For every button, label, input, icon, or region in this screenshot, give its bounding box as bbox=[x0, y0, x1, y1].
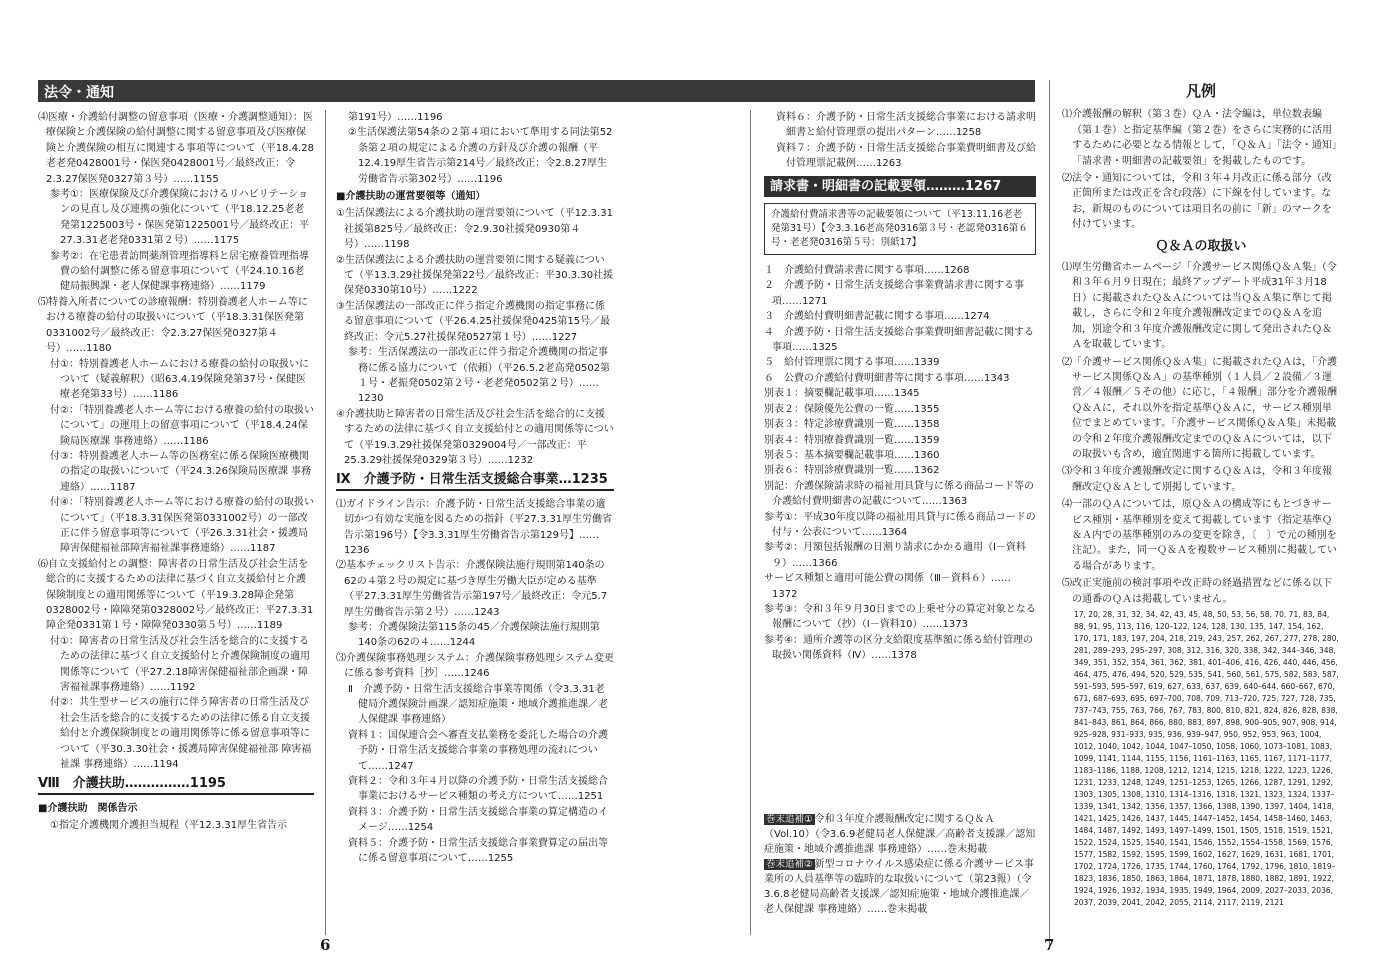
toc-page-number: 1325 bbox=[812, 342, 838, 354]
toc-entry-text: 別表１：摘要欄記載事項 bbox=[764, 388, 874, 400]
toc-page-number: 1187 bbox=[250, 543, 276, 555]
appendix-block bbox=[764, 812, 1036, 917]
toc-entry-text: 資料２：令和３年４月以降の介護予防・日常生活支援総合事業におけるサービス種類の考え方について bbox=[348, 776, 608, 803]
toc-entry-text: 付②：「特別養護老人ホーム等における療養の給付の取扱いについて」の運用上の留意事項について（平18.4.24保険局医療課 事務連絡） bbox=[50, 404, 314, 447]
legend-column bbox=[1062, 80, 1340, 948]
toc-entry bbox=[336, 682, 614, 728]
toc-entry: ３ 介護給付費明細書記載に関する事項……1274 bbox=[764, 311, 990, 323]
toc-page-number: 1246 bbox=[464, 668, 490, 680]
toc-entry: ２ 介護予防・日常生活支援総合事業費請求書に関する事項……1271 bbox=[764, 280, 1024, 307]
toc-page-number: 1232 bbox=[507, 454, 534, 466]
toc-page-number: 1180 bbox=[86, 343, 112, 355]
qa-title: Ｑ＆Ａの取扱い bbox=[1155, 238, 1247, 254]
toc-entry: 資料２：令和３年４月以降の介護予防・日常生活支援総合事業におけるサービス種類の考え方について……1251 bbox=[348, 776, 608, 803]
toc-entry: 別記：介護保険請求時の福祉用具貸与に係る商品コード等の介護給付費明細書の記載について……1363 bbox=[764, 480, 1034, 508]
toc-page-number: 1258 bbox=[955, 127, 982, 139]
toc-entry-text: 第191号） bbox=[348, 112, 398, 123]
toc-entry-text: 付①：障害者の日常生活及び社会生活を総合的に支援するための法律に基づく自立支援給付と介護保険制度の適用関係等について（平27.2.18障害保健福祉部企画課・障害福祉課事務連絡） bbox=[50, 635, 310, 694]
toc-page-number: 1186 bbox=[183, 435, 209, 447]
toc-page-number: 1373 bbox=[942, 619, 968, 631]
toc-entry: 第191号）……1196 bbox=[348, 112, 443, 123]
toc-page-number: 1274 bbox=[964, 311, 990, 323]
toc-page-number: 1359 bbox=[914, 434, 940, 446]
toc-entry-text: 付③：特別養護老人ホーム等の医務室に係る保険医療機関の指定の取扱いについて（平24.3.26保険局医療課 事務連絡） bbox=[50, 450, 312, 493]
toc-entry: 付①：障害者の日常生活及び社会生活を総合的に支援するための法律に基づく自立支援給付と介護保険制度の適用関係等について（平27.2.18障害保健福祉部企画課・障害福祉課事務連絡）……1192 bbox=[50, 635, 310, 694]
toc-entry-text: 資料７：介護予防・日常生活支援総合事業費明細書及び給付管理票記載例 bbox=[776, 142, 1036, 170]
source-notice-box: 介護給付費請求書等の記載要領について（平13.11.16老老発第31号）【令3.3.16老高発0316第３号・老認発0316第６号・老老発0316第５号：別紙17】 bbox=[764, 203, 1036, 255]
toc-page-number: 1271 bbox=[802, 295, 828, 307]
toc-page-number: 1255 bbox=[487, 853, 514, 865]
appendix-item bbox=[764, 812, 1036, 857]
toc-page-number: 1358 bbox=[914, 419, 940, 431]
toc-page-number: 1187 bbox=[110, 481, 136, 493]
toc-entry-text: ⑸特養入所者についての診療報酬：特別養護老人ホーム等における療養の給付の取扱いについて（平18.3.31保医発第0331002号／最終改正：令2.3.27保医発0327第４号） bbox=[38, 296, 308, 355]
toc-entry-text: Ⅱ 介護予防・日常生活支援総合事業等関係（令3.3.31老健局介護保険計画課／認知症施策・地域介護推進課／老人保健課 事務連絡） bbox=[348, 683, 608, 726]
toc-entry: 付②：「特別養護老人ホーム等における療養の給付の取扱いについて」の運用上の留意事項について（平18.4.24保険局医療課 事務連絡）……1186 bbox=[50, 404, 314, 447]
toc-entry-text: 参考②：月額包括報酬の日割り請求にかかる適用（Ⅰ－資料９） bbox=[764, 542, 1026, 569]
toc-entry: ５ 給付管理票に関する事項……1339 bbox=[764, 357, 940, 369]
appendix-tag: 巻末追補② bbox=[766, 859, 813, 870]
page-number-right: 7 bbox=[1044, 936, 1055, 954]
toc-page-number: 1179 bbox=[240, 281, 266, 293]
page-gutter bbox=[1049, 80, 1050, 950]
legend-paragraph: ⑵法令・通知については，令和３年４月改正に係る部分（改正箇所または改正を含む段落）に下線を付しています。なお，新規のものについては項目名の前に「新」のマークを付けています。 bbox=[1062, 173, 1332, 231]
section-heading: Ⅸ 介護予防・日常生活支援総合事業…1235 bbox=[336, 472, 614, 490]
toc-entry: 資料７：介護予防・日常生活支援総合事業費明細書及び給付管理票記載例……1263 bbox=[776, 142, 1036, 170]
toc-page-number: 1189 bbox=[256, 620, 283, 632]
toc-entry: ①指定介護機関介護担当規程（平12.3.31厚生省告示 bbox=[50, 820, 288, 832]
toc-page-number: 1251 bbox=[577, 791, 604, 803]
toc-entry-text: 別表４：特別療養費識別一覧 bbox=[764, 434, 894, 446]
toc-entry-text: ４ 介護予防・日常生活支援総合事業費明細書記載に関する事項 bbox=[764, 326, 1034, 354]
toc-entry: 別表４：特別療養費識別一覧……1359 bbox=[764, 434, 940, 446]
toc-entry: 別表６：特別診療費識別一覧……1362 bbox=[764, 465, 940, 477]
appendix-text: 令和３年度介護報酬改定に関するＱ＆Ａ（Vol.10）（令3.6.9老健局老人保健課／高齢者支援課／認知症施策・地域介護推進課 事務連絡）……巻末掲載 bbox=[764, 814, 1036, 855]
toc-page-number: 1254 bbox=[407, 822, 434, 834]
appendix-item bbox=[764, 857, 1036, 917]
column-divider bbox=[750, 110, 751, 935]
toc-entry: 資料１：国保連合会へ審査支払業務を委託した場合の介護予防・日常生活支援総合事業の事務処理の流れについて……1247 bbox=[348, 729, 608, 772]
toc-entry: 参考：生活保護法の一部改正に伴う指定介護機関の指定事務に係る協力について（依頼）（平26.5.2老高発0502第１号・老振発0502第２号・老老発0502第２号）……1230 bbox=[348, 347, 611, 405]
toc-page-number: 1362 bbox=[914, 465, 940, 477]
toc-page-number: 1247 bbox=[388, 760, 414, 772]
toc-entry-text: 参考②：在宅患者訪問薬剤管理指導料と居宅療養管理指導費の給付調整に係る留意事項について（平24.10.16老健局振興課・老人保健課事務連絡） bbox=[50, 250, 309, 293]
toc-entry-text: ③生活保護法の一部改正に伴う指定介護機関の指定事務に係る留意事項について（平26.4.25社援保発0425第15号／最終改正：令元5.27社援保発0527第１号） bbox=[336, 300, 611, 343]
column-divider bbox=[325, 110, 326, 935]
toc-entry-text: 別表２：保険優先公費の一覧 bbox=[764, 403, 894, 415]
toc-entry: 参考③：令和３年９月30日までの上乗せ分の算定対象となる報酬について（抄）（Ⅰ－資料10）……1373 bbox=[764, 603, 1036, 631]
toc-entry: 資料６：介護予防・日常生活支援総合事業における請求明細書と給付管理票の提出パターン……1258 bbox=[776, 112, 1036, 139]
toc-entry-text: ①生活保護法による介護扶助の運営要領について（平12.3.31社援第825号／最終改正：令2.9.30社援発0930第４号） bbox=[336, 208, 613, 251]
toc-entry: ⑵基本チェックリスト告示：介護保険法施行規則第140条の62の４第２号の規定に基づき厚生労働大臣が定める基準（平27.3.31厚生労働省告示第197号／最終改正：令元5.7厚生労働省告示第２号）……1243 bbox=[336, 560, 608, 618]
toc-entry: ②生活保護法による介護扶助の運営要領に関する疑義について（平13.3.29社援保発第22号／最終改正：平30.3.30社援保発0330第10号）……1222 bbox=[336, 254, 614, 297]
toc-entry: サービス種類と適用可能公費の関係（Ⅲ－資料６）……1372 bbox=[764, 573, 1011, 600]
section-header-title: 法令・通知 bbox=[44, 85, 114, 101]
toc-entry-text: 参考①：医療保険及び介護保険におけるリハビリテーションの見直し及び連携の強化について（平18.12.25老老発第1225003号・保医発第1225001号／最終改正：平27.3.31老老発0331第２号） bbox=[50, 189, 310, 247]
toc-page-number: 1366 bbox=[812, 557, 838, 569]
legend-paragraph: ⑷一部のＱＡについては，原Ｑ＆Ａの構成等にもとづきサービス種別・基準種別を変えて掲載しています（指定基準Ｑ＆Ａ内での基準種別のみの変更を除き，〔 〕で元の種別を注記）。また，同一Ｑ＆Ａを複数サービス種別に掲載している場合があります。 bbox=[1062, 499, 1337, 572]
toc-entry-text: 別記：介護保険請求時の福祉用具貸与に係る商品コード等の介護給付費明細書の記載について bbox=[764, 480, 1034, 508]
section-heading-dark: 請求書・明細書の記載要領………1267 bbox=[764, 176, 1036, 197]
legend-paragraph: ⑸改正実施前の検討事項や改正時の経過措置などに係る以下の通番のＱＡは掲載していません。 bbox=[1062, 578, 1332, 605]
toc-entry: １ 介護給付費請求書に関する事項……1268 bbox=[764, 265, 970, 277]
toc-entry: 参考①：平成30年度以降の福祉用具貸与に係る商品コードの付与・公表について……1364 bbox=[764, 511, 1036, 538]
toc-entry-text: サービス種類と適用可能公費の関係（Ⅲ－資料６） bbox=[764, 573, 991, 585]
toc-entry-text: ②生活保護法による介護扶助の運営要領に関する疑義について（平13.3.29社援保発第22号／最終改正：平30.3.30社援保発0330第10号） bbox=[336, 254, 614, 297]
toc-page-number: 1268 bbox=[944, 265, 970, 277]
toc-entry-text: ⑹自立支援給付との調整：障害者の日常生活及び社会生活を総合的に支援するための法律に基づく自立支援給付と介護保険制度との適用関係等について（平19.3.28障企発第0328002号・障障発第0328002号／最終改正：平27.3.31障企発0331第１号・障障発0330第５号） bbox=[38, 558, 314, 632]
toc-entry-text: ④介護扶助と障害者の日常生活及び社会生活を総合的に支援するための法律に基づく自立支援給付との適用関係等について（平19.3.29社援保発第0329004号／一部改正：平25.3.29社援保発0329第３号） bbox=[336, 408, 614, 466]
toc-entry: 付③：特別養護老人ホーム等の医務室に係る保険医療機関の指定の取扱いについて（平24.3.26保険局医療課 事務連絡）……1187 bbox=[50, 450, 312, 493]
toc-page-number: 1378 bbox=[891, 650, 917, 662]
toc-page-number: 1222 bbox=[452, 285, 478, 297]
toc-entry: 付②：共生型サービスの施行に伴う障害者の日常生活及び社会生活を総合的に支援するための法律に係る自立支援給付と介護保険制度との適用関係等に係る留意事項等について（平30.3.30社会・援護局障害保健福祉部 障害福祉課 事務連絡）……1194 bbox=[50, 697, 312, 771]
toc-page-number: 1192 bbox=[170, 682, 196, 694]
toc-page-number: 1175 bbox=[213, 235, 240, 247]
toc-column-2 bbox=[336, 110, 614, 922]
toc-entry: 参考：介護保険法第115条の45／介護保険法施行規則第140条の62の４……1244 bbox=[348, 622, 600, 649]
toc-entry: 参考②：月額包括報酬の日割り請求にかかる適用（Ⅰ－資料９）……1366 bbox=[764, 542, 1026, 569]
toc-page-number: 1244 bbox=[449, 637, 476, 649]
excluded-numbers: 17, 20, 28, 31, 32, 34, 42, 43, 45, 48, 50, 53, 56, 58, 70, 71, 83, 84, 88, 91, 95, 113, 116, 120–122, 124, 128, 130, 135, 147, 154, 162, 170, 171, 183, 197, 204, 218, 219, 243, 257, 262, 267, 277, 278, 280, 281, 289–293, 295–297, 308, 312, 316, 320, 338, 342, 344–346, 348, 349, 351, 352, 354, 361, 362, 381, 401–406, 416, 426, 440, 446, 456, 464, 475, 476, 494, 520, 529, 535, 541, 560, 561, 575, 582, 583, 587, 591–593, 595–597, 619, 627, 633, 637, 639, 640–644, 660–667, 670, 671, 687–693, 695, 697–700, 708, 709, 713–720, 725, 727, 728, 735, 737–743, 755, 763, 766, 767, 783, 800, 810, 821, 824, 826, 828, 838, 841–843, 861, 864, 866, 880, 883, 897, 898, 900–905, 907, 908, 914, 925–928, 931–933, 935, 936, 939–947, 950, 952, 953, 963, 1004, 1012, 1040, 1042, 1044, 1047–1050, 1058, 1060, 1073–1081, 1083, 1099, 1141, 1144, 1155, 1156, 1161–1163, 1165, 1167, 1171–1177, 1183–1186, 1188, 1208, 1212, 1214, 1215, 1218, 1222, 1223, 1226, 1231, 1233, 1248, 1249, 1251–1253, 1265, 1266, 1287, 1291, 1292, 1303, 1305, 1308, 1310, 1314–1316, 1318, 1321, 1323, 1324, 1337–1339, 1341, 1342, 1356, 1357, 1366, 1388, 1390, 1397, 1404, 1418, 1421, 1425, 1426, 1437, 1445, 1447–1452, 1454, 1458–1460, 1463, 1484, 1487, 1492, 1493, 1497–1499, 1501, 1505, 1518, 1519, 1521, 1522, 1524, 1525, 1540, 1541, 1546, 1552, 1554–1558, 1569, 1576, 1577, 1582, 1592, 1595, 1599, 1602, 1627, 1629, 1631, 1681, 1701, 1702, 1724, 1726, 1735, 1744, 1760, 1764, 1792, 1796, 1810, 1819–1823, 1836, 1850, 1863, 1864, 1871, 1878, 1880, 1882, 1891, 1922, 1924, 1926, 1932, 1934, 1935, 1949, 1964, 2009, 2027–2033, 2036, 2037, 2039, 2041, 2042, 2055, 2114, 2117, 2119, 2121 bbox=[1074, 610, 1339, 907]
legend-paragraph: ⑶令和３年度介護報酬改定に関するＱ＆Ａは，令和３年度報酬改定Ｑ＆Ａとして別掲しています。 bbox=[1062, 466, 1332, 493]
toc-entry-text: ⑶介護保険事務処理システム：介護保険事務処理システム変更に係る参考資料［抄］ bbox=[336, 652, 614, 680]
toc-entry-text: ５ 給付管理票に関する事項 bbox=[764, 357, 894, 369]
toc-entry-text: ⑵基本チェックリスト告示：介護保険法施行規則第140条の62の４第２号の規定に基づき厚生労働大臣が定める基準（平27.3.31厚生労働省告示第197号／最終改正：令元5.7厚生労働省告示第２号） bbox=[336, 560, 608, 618]
legend-paragraph: ⑵「介護サービス関係Ｑ＆Ａ集」に掲載されたＱＡは，「介護サービス関係Ｑ＆Ａ」の基準種別（１人員／２設備／３運営／４報酬／５その他）に応じ，「４報酬」部分を介護報酬Ｑ＆Ａに，それ以外を指定基準Ｑ＆Ａに，サービス種別単位でまとめています。「介護サービス関係Ｑ＆Ａ集」未掲載の令和２年度介護報酬改定までのＱ＆Ａについては，以下の取扱いも含め，適宜関連する箇所に掲載しています。 bbox=[1062, 356, 1337, 460]
toc-entry-text: 参考：介護保険法第115条の45／介護保険法施行規則第140条の62の４ bbox=[348, 622, 600, 649]
toc-entry: 別表２：保険優先公費の一覧……1355 bbox=[764, 403, 940, 415]
toc-entry: ⑴ガイドライン告示：介護予防・日常生活支援総合事業の適切かつ有効な実施を図るための指針（平27.3.31厚生労働省告示第196号）【令3.3.31厚生労働省告示第129号】……1236 bbox=[336, 498, 613, 556]
toc-entry-text: ２ 介護予防・日常生活支援総合事業費請求書に関する事項 bbox=[764, 280, 1024, 307]
toc-entry: ４ 介護予防・日常生活支援総合事業費明細書記載に関する事項……1325 bbox=[764, 326, 1034, 354]
toc-entry-text: 資料１：国保連合会へ審査支払業務を委託した場合の介護予防・日常生活支援総合事業の事務処理の流れについて bbox=[348, 729, 608, 772]
toc-entry: 別表５：基本摘要欄記載事項……1360 bbox=[764, 449, 940, 461]
toc-page-number: 1194 bbox=[153, 759, 179, 771]
subsection-heading: ■介護扶助の運営要領等（通知） bbox=[336, 191, 486, 203]
toc-entry-text: 参考③：令和３年９月30日までの上乗せ分の算定対象となる報酬について（抄）（Ⅰ－資料10） bbox=[764, 603, 1036, 631]
toc-page-number: 1155 bbox=[193, 173, 219, 185]
toc-page-number: 1343 bbox=[984, 372, 1010, 384]
toc-page-number: 1263 bbox=[876, 158, 902, 170]
toc-page-number: 1243 bbox=[474, 606, 500, 618]
subsection-heading: ■介護扶助 関係告示 bbox=[38, 802, 138, 814]
toc-entry: 別表３：特定診療費識別一覧……1358 bbox=[764, 419, 940, 431]
toc-entry: ①生活保護法による介護扶助の運営要領について（平12.3.31社援第825号／最終改正：令2.9.30社援発0930第４号）……1198 bbox=[336, 208, 613, 251]
toc-entry: ③生活保護法の一部改正に伴う指定介護機関の指定事務に係る留意事項について（平26.4.25社援保発0425第15号／最終改正：令元5.27社援保発0527第１号）……1227 bbox=[336, 300, 611, 343]
toc-entry: 参考①：医療保険及び介護保険におけるリハビリテーションの見直し及び連携の強化について（平18.12.25老老発第1225003号・保医発第1225001号／最終改正：平27.3.31老老発0331第２号）……1175 bbox=[50, 189, 310, 247]
toc-page-number: 1196 bbox=[477, 173, 503, 185]
toc-entry-text: １ 介護給付費請求書に関する事項 bbox=[764, 265, 924, 277]
toc-page-number: 1372 bbox=[772, 588, 798, 600]
toc-entry-text: 付①：特別養護老人ホームにおける療養の給付の取扱いについて（疑義解釈）（昭63.4.19保険発第37号・保健医療老発第33号） bbox=[50, 358, 309, 401]
toc-entry-text: 別表６：特別診療費識別一覧 bbox=[764, 465, 894, 477]
toc-entry: 資料３：介護予防・日常生活支援総合事業の算定構造のイメージ……1254 bbox=[348, 806, 608, 834]
toc-entry-text: 付②：共生型サービスの施行に伴う障害者の日常生活及び社会生活を総合的に支援するための法律に係る自立支援給付と介護保険制度との適用関係等に係る留意事項等について（平30.3.30社会・援護局障害保健福祉部 障害福祉課 事務連絡） bbox=[50, 697, 312, 771]
toc-entry-text: ⑴ガイドライン告示：介護予防・日常生活支援総合事業の適切かつ有効な実施を図るための指針（平27.3.31厚生労働省告示第196号）【令3.3.31厚生労働省告示第129号】 bbox=[336, 498, 613, 541]
toc-entry: ②生活保護法第54条の２第４項において準用する同法第52条第２項の規定による介護の方針及び介護の報酬（平12.4.19厚生省告示第214号／最終改正：令2.8.27厚生労働省告示第302号）……1196 bbox=[348, 127, 613, 185]
toc-page-number: 1355 bbox=[914, 403, 940, 415]
section-header-bar bbox=[38, 80, 1035, 102]
toc-entry: ⑸特養入所者についての診療報酬：特別養護老人ホーム等における療養の給付の取扱いについて（平18.3.31保医発第0331002号／最終改正：令2.3.27保医発0327第４号）……1180 bbox=[38, 296, 308, 355]
toc-entry-text: 資料３：介護予防・日常生活支援総合事業の算定構造のイメージ bbox=[348, 806, 608, 834]
toc-entry-text: 付④：「特別養護老人ホーム等における療養の給付の取扱いについて」（平18.3.31保医発第0331002号）の一部改正に伴う留意事項等について（平26.3.31社会・援護局障害保健福祉部障害福祉課事務連絡） bbox=[50, 497, 314, 555]
legend-paragraph: ⑴厚生労働省ホームページ「介護サービス関係Ｑ＆Ａ集」（令和３年６月９日現在；最終アップデート平成31年３月18日）に掲載されたＱ＆Ａについては当Ｑ＆Ａ集に準じて掲載し，さらに令和２年度介護報酬改定までのＱ＆Ａを追加，別途令和３年度介護報酬改定に関して発出されたＱ＆Ａを取載しています。 bbox=[1062, 262, 1337, 351]
toc-entry-text: ⑷医療・介護給付調整の留意事項（医療・介護調整通知）：医療保険と介護保険の給付調整に関する留意事項及び医療保険と介護保険の相互に関連する事項等について（平18.4.28老老発0428001号・保医発0428001号／最終改正：令2.3.27保医発0327第３号） bbox=[38, 112, 314, 185]
toc-page-number: 1339 bbox=[914, 357, 940, 369]
toc-entry: ⑹自立支援給付との調整：障害者の日常生活及び社会生活を総合的に支援するための法律に基づく自立支援給付と介護保険制度との適用関係等について（平19.3.28障企発第0328002号・障障発第0328002号／最終改正：平27.3.31障企発0331第１号・障障発0330第５号）……1189 bbox=[38, 558, 314, 632]
page-number-left: 6 bbox=[320, 936, 331, 954]
legend-title: 凡例 bbox=[1185, 82, 1216, 100]
toc-page-number: 1186 bbox=[152, 389, 179, 401]
toc-page-number: 1345 bbox=[894, 388, 920, 400]
section-heading: Ⅷ 介護扶助……………1195 bbox=[38, 776, 314, 794]
toc-page-number: 1196 bbox=[417, 112, 443, 123]
toc-entry: 参考④：通所介護等の区分支給限度基準額に係る給付管理の取扱い関係資料（Ⅳ）……1378 bbox=[764, 634, 1033, 662]
toc-page-number: 1230 bbox=[358, 393, 384, 405]
toc-page-number: 1364 bbox=[881, 526, 908, 538]
toc-entry: 別表１：摘要欄記載事項……1345 bbox=[764, 388, 920, 400]
toc-entry-text: ３ 介護給付費明細書記載に関する事項 bbox=[764, 311, 944, 323]
toc-entry-text: 参考④：通所介護等の区分支給限度基準額に係る給付管理の取扱い関係資料（Ⅳ） bbox=[764, 634, 1033, 662]
toc-column-3 bbox=[764, 110, 1036, 930]
toc-page-number: 1360 bbox=[914, 449, 940, 461]
toc-entry: ⑷医療・介護給付調整の留意事項（医療・介護調整通知）：医療保険と介護保険の給付調整に関する留意事項及び医療保険と介護保険の相互に関連する事項等について（平18.4.28老老発0428001号・保医発0428001号／最終改正：令2.3.27保医発0327第３号）……1155 bbox=[38, 112, 314, 185]
toc-page-number: 1227 bbox=[551, 331, 578, 343]
toc-entry-text: 参考①：平成30年度以降の福祉用具貸与に係る商品コードの付与・公表について bbox=[764, 511, 1036, 538]
toc-entry-text: 別表５：基本摘要欄記載事項 bbox=[764, 449, 894, 461]
toc-entry-text: ②生活保護法第54条の２第４項において準用する同法第52条第２項の規定による介護の方針及び介護の報酬（平12.4.19厚生省告示第214号／最終改正：令2.8.27厚生労働省告示第302号） bbox=[348, 127, 613, 185]
toc-page-number: 1236 bbox=[344, 544, 370, 556]
toc-entry: 付④：「特別養護老人ホーム等における療養の給付の取扱いについて」（平18.3.31保医発第0331002号）の一部改正に伴う留意事項等について（平26.3.31社会・援護局障害保健福祉部障害福祉課事務連絡）……1187 bbox=[50, 497, 314, 555]
toc-entry-text: 別表３：特定診療費識別一覧 bbox=[764, 419, 894, 431]
toc-column-1 bbox=[38, 110, 314, 938]
toc-entry-text: 資料６：介護予防・日常生活支援総合事業における請求明細書と給付管理票の提出パターン bbox=[776, 112, 1036, 139]
toc-page-number: 1198 bbox=[384, 239, 410, 251]
toc-entry-text: 参考：生活保護法の一部改正に伴う指定介護機関の指定事務に係る協力について（依頼）（平26.5.2老高発0502第１号・老振発0502第２号・老老発0502第２号） bbox=[348, 347, 611, 389]
toc-entry-text: 資料５：介護予防・日常生活支援総合事業費算定の届出等に係る留意事項について bbox=[348, 837, 608, 865]
toc-entry: ⑶介護保険事務処理システム：介護保険事務処理システム変更に係る参考資料［抄］……1246 bbox=[336, 652, 614, 680]
toc-entry: 資料５：介護予防・日常生活支援総合事業費算定の届出等に係る留意事項について……1255 bbox=[348, 837, 608, 865]
appendix-tag: 巻末追補① bbox=[766, 814, 813, 825]
legend-paragraph: ⑴介護報酬の解釈（第３巻）ＱＡ・法令編は，単位数表編（第１巻）と指定基準編（第２巻）をさらに実務的に活用するために必要となる情報として，「Ｑ＆Ａ」「法令・通知」「請求書・明細書の記載要領」を掲載したものです。 bbox=[1062, 109, 1337, 167]
toc-entry: ６ 公費の介護給付費明細書等に関する事項……1343 bbox=[764, 372, 1010, 384]
toc-page-number: 1363 bbox=[941, 496, 968, 508]
toc-entry: ④介護扶助と障害者の日常生活及び社会生活を総合的に支援するための法律に基づく自立支援給付との適用関係等について（平19.3.29社援保発第0329004号／一部改正：平25.3.29社援保発0329第３号）……1232 bbox=[336, 408, 614, 466]
appendix-text: 新型コロナウイルス感染症に係る介護サービス事業所の人員基準等の臨時的な取扱いについて（第23報）（令3.6.8老健局高齢者支援課／認知症施策・地域介護推進課／老人保健課 事務連絡）……巻末掲載 bbox=[764, 859, 1034, 915]
toc-entry-text: ６ 公費の介護給付費明細書等に関する事項 bbox=[764, 372, 964, 384]
toc-entry: 参考②：在宅患者訪問薬剤管理指導料と居宅療養管理指導費の給付調整に係る留意事項について（平24.10.16老健局振興課・老人保健課事務連絡）……1179 bbox=[50, 250, 309, 293]
toc-entry: 付①：特別養護老人ホームにおける療養の給付の取扱いについて（疑義解釈）（昭63.4.19保険発第37号・保健医療老発第33号）……1186 bbox=[50, 358, 309, 401]
